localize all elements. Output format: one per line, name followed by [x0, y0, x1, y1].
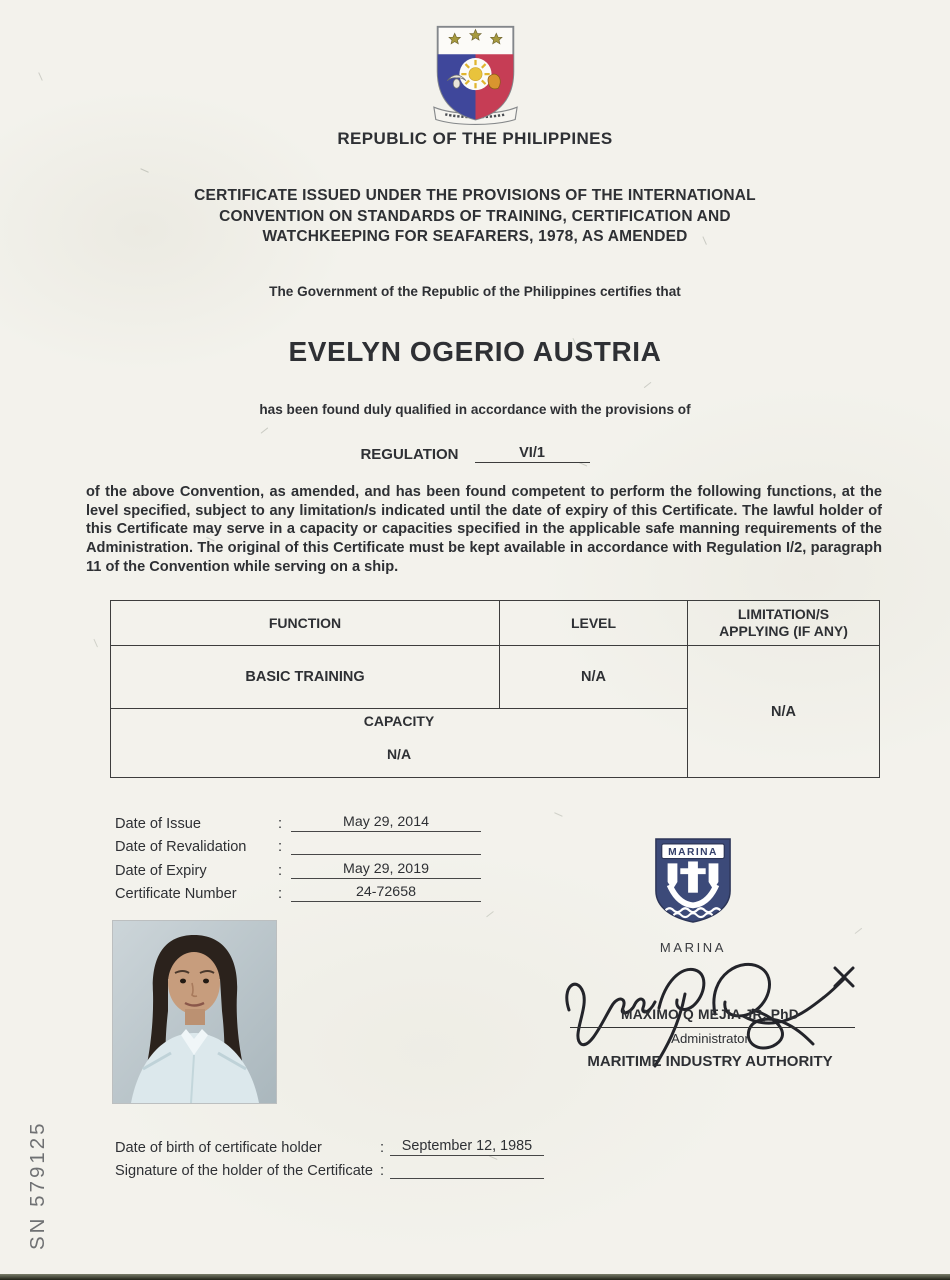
regulation-value: VI/1: [519, 445, 545, 461]
authority-name: MARITIME INDUSTRY AUTHORITY: [587, 1053, 833, 1070]
detail-row: [115, 832, 495, 855]
country-name: REPUBLIC OF THE PHILIPPINES: [337, 129, 613, 148]
functions-table: [110, 600, 880, 778]
qualified-line: has been found duly qualified in accordance with the provisions of: [259, 402, 691, 417]
signatory-name: MAXIMO Q MEJIA JR, PhD: [621, 1007, 799, 1022]
marina-logo-block: [652, 836, 734, 955]
certificate-title-line: CONVENTION ON STANDARDS OF TRAINING, CERTIFICATION AND: [219, 207, 731, 225]
footer-value: September 12, 1985: [401, 1137, 533, 1154]
footer-value-underline: [390, 1130, 544, 1156]
detail-value-underline: [291, 830, 481, 855]
bottom-edge-shadow: [0, 1274, 950, 1280]
detail-value: 24-72658: [356, 883, 416, 900]
detail-label: Date of Revalidation: [115, 839, 247, 856]
footer-colon: :: [380, 1163, 385, 1180]
function-value-cell: BASIC TRAINING: [111, 646, 500, 709]
footer-value-underline: [390, 1154, 544, 1180]
detail-label: Date of Expiry: [115, 862, 207, 879]
functions-table-header-row: [111, 601, 880, 646]
certifies-line: The Government of the Republic of the Philippines certifies that: [269, 284, 681, 299]
detail-row: [115, 879, 495, 902]
capacity-label: CAPACITY: [363, 713, 435, 729]
holder-name: EVELYN OGERIO AUSTRIA: [288, 336, 662, 367]
detail-colon: :: [278, 862, 283, 879]
capacity-value: N/A: [386, 746, 412, 762]
limitation-column-header: LIMITATION/S APPLYING (IF ANY): [688, 601, 880, 646]
detail-colon: :: [278, 816, 283, 833]
certificate-title: [0, 186, 950, 248]
detail-value: May 29, 2019: [343, 860, 429, 877]
signatory-underline: [570, 1027, 855, 1028]
footer-label: Date of birth of certificate holder: [115, 1139, 322, 1156]
footer-colon: :: [380, 1139, 385, 1156]
certificate-title-line: CERTIFICATE ISSUED UNDER THE PROVISIONS OF THE INTERNATIONAL: [194, 187, 756, 204]
holder-photo: [112, 920, 277, 1104]
detail-label: Certificate Number: [115, 885, 237, 902]
footer-row: [115, 1156, 585, 1180]
footer-fields: [115, 1132, 585, 1179]
capacity-cell: [111, 709, 688, 778]
level-value-cell: N/A: [500, 646, 688, 709]
certificate-title-line: WATCHKEEPING FOR SEAFARERS, 1978, AS AMENDED: [262, 228, 688, 245]
paper-fiber-texture: [261, 427, 269, 434]
detail-colon: :: [278, 885, 283, 902]
detail-value-underline: [291, 807, 481, 832]
level-column-header: LEVEL: [500, 601, 688, 646]
marina-caption: MARINA: [659, 940, 727, 955]
detail-value: May 29, 2014: [343, 814, 429, 831]
detail-value-underline: [291, 853, 481, 878]
limitation-value-cell: N/A: [688, 646, 880, 778]
table-row: [111, 646, 880, 709]
svg-text:MARINA: MARINA: [668, 847, 718, 859]
philippines-coat-of-arms-icon: [428, 24, 523, 128]
footer-row: [115, 1132, 585, 1156]
signature-block: [545, 952, 875, 1084]
function-column-header: FUNCTION: [111, 601, 500, 646]
body-paragraph: of the above Convention, as amended, and has been found competent to perform the following functions, at the level specified, subject to any limitation/s indicated until the date of expiry of this Certificate. The lawful holder of this Certificate may serve in a capacity or capacities specified in the applicable safe manning requirements of the Administration. The original of this Certificate must be kept available in accordance with Regulation I/2, paragraph 11 of the Convention while serving on a ship.: [86, 484, 882, 575]
serial-number: SN 579125: [26, 1120, 49, 1250]
detail-row: [115, 809, 495, 832]
paper-fiber-texture: [140, 168, 149, 173]
certificate-details: [115, 809, 495, 902]
marina-shield-icon: [652, 836, 734, 924]
signatory-title: Administrator: [671, 1031, 749, 1046]
regulation-row: [0, 445, 950, 463]
footer-label: Signature of the holder of the Certificate: [115, 1163, 373, 1180]
detail-row: [115, 855, 495, 878]
detail-label: Date of Issue: [115, 816, 201, 833]
regulation-label: REGULATION: [360, 446, 459, 463]
regulation-value-underline: [475, 445, 590, 463]
detail-colon: :: [278, 839, 283, 856]
detail-value-underline: [291, 877, 481, 902]
